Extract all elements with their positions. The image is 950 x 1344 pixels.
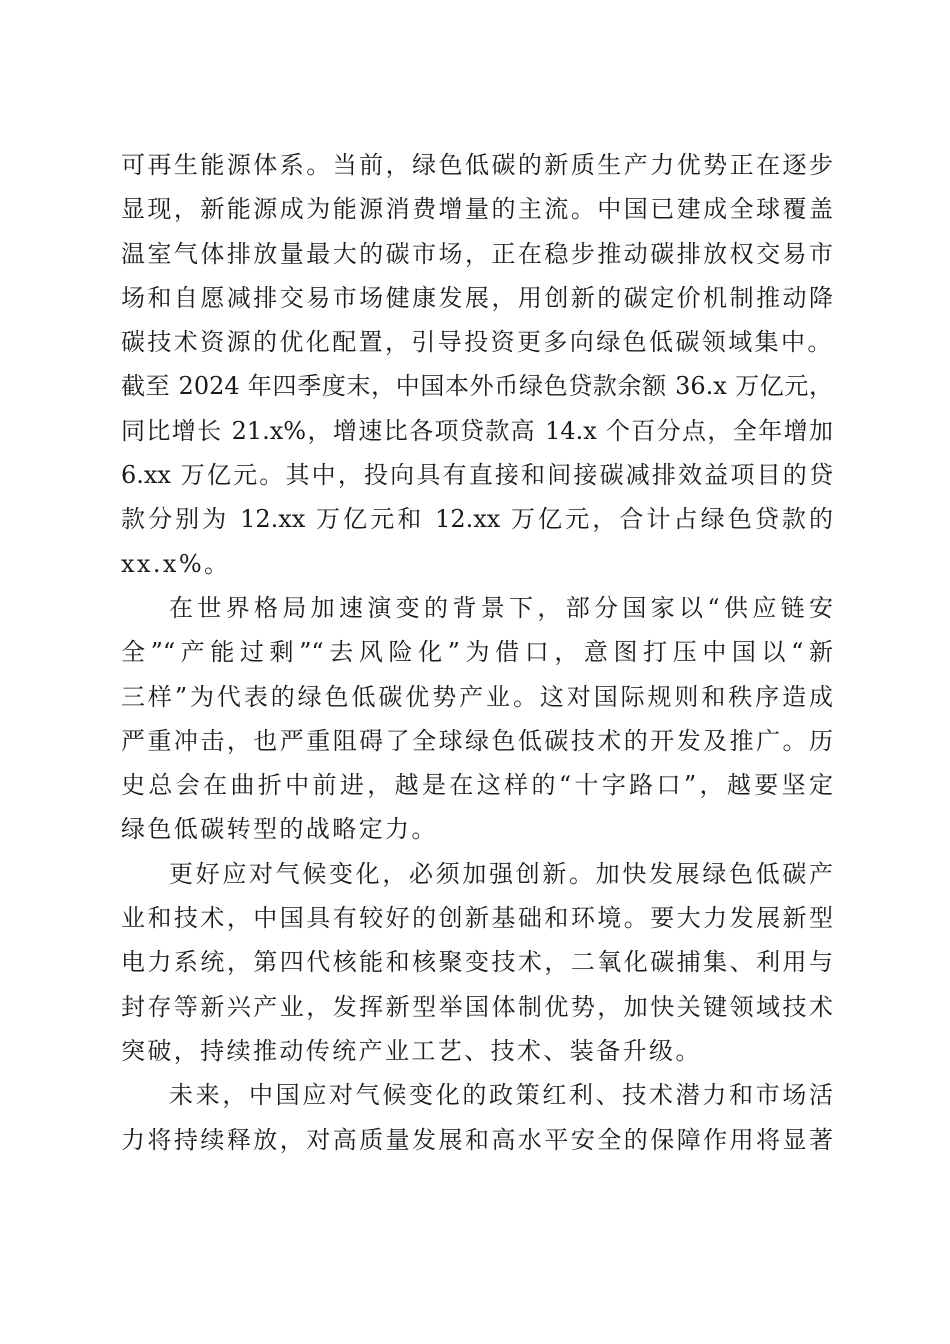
text-line: 同比增长 21.x%，增速比各项贷款高 14.x 个百分点，全年增加 <box>121 416 833 445</box>
text-line: 三样”为代表的绿色低碳优势产业。这对国际规则和秩序造成 <box>121 682 833 711</box>
text-line: 款分别为 12.xx 万亿元和 12.xx 万亿元，合计占绿色贷款的 <box>121 505 833 534</box>
text-line: 绿色低碳转型的战略定力。 <box>121 815 438 844</box>
text-line: 显现，新能源成为能源消费增量的主流。中国已建成全球覆盖 <box>121 195 833 224</box>
paragraph-first-line: 未来，中国应对气候变化的政策红利、技术潜力和市场活 <box>169 1081 833 1110</box>
body-text <box>121 143 833 1162</box>
text-line: 突破，持续推动传统产业工艺、技术、装备升级。 <box>121 1036 702 1065</box>
text-line: 温室气体排放量最大的碳市场，正在稳步推动碳排放权交易市 <box>121 239 833 268</box>
text-line: 封存等新兴产业，发挥新型举国体制优势，加快关键领域技术 <box>121 992 833 1021</box>
paragraph-first-line: 更好应对气候变化，必须加强创新。加快发展绿色低碳产 <box>169 859 833 888</box>
text-line: 严重冲击，也严重阻碍了全球绿色低碳技术的开发及推广。历 <box>121 726 833 755</box>
text-line: 碳技术资源的优化配置，引导投资更多向绿色低碳领域集中。 <box>121 328 834 357</box>
paragraph-first-line: 在世界格局加速演变的背景下，部分国家以“供应链安 <box>169 593 833 622</box>
text-line: 全”“产能过剩”“去风险化”为借口，意图打压中国以“新 <box>121 638 833 667</box>
text-line: 力将持续释放，对高质量发展和高水平安全的保障作用将显著 <box>121 1125 833 1154</box>
text-line: 业和技术，中国具有较好的创新基础和环境。要大力发展新型 <box>121 904 833 933</box>
text-line: 场和自愿减排交易市场健康发展，用创新的碳定价机制推动降 <box>121 283 833 312</box>
text-line: 截至 2024 年四季度末，中国本外币绿色贷款余额 36.x 万亿元， <box>121 372 833 401</box>
text-line: 电力系统，第四代核能和核聚变技术，二氧化碳捕集、利用与 <box>121 948 833 977</box>
text-line: 可再生能源体系。当前，绿色低碳的新质生产力优势正在逐步 <box>121 151 833 179</box>
text-line: 史总会在曲折中前进，越是在这样的“十字路口”，越要坚定 <box>121 771 833 800</box>
text-line: 6.xx 万亿元。其中，投向具有直接和间接碳减排效益项目的贷 <box>121 461 833 490</box>
text-line: xx.x%。 <box>121 549 231 578</box>
